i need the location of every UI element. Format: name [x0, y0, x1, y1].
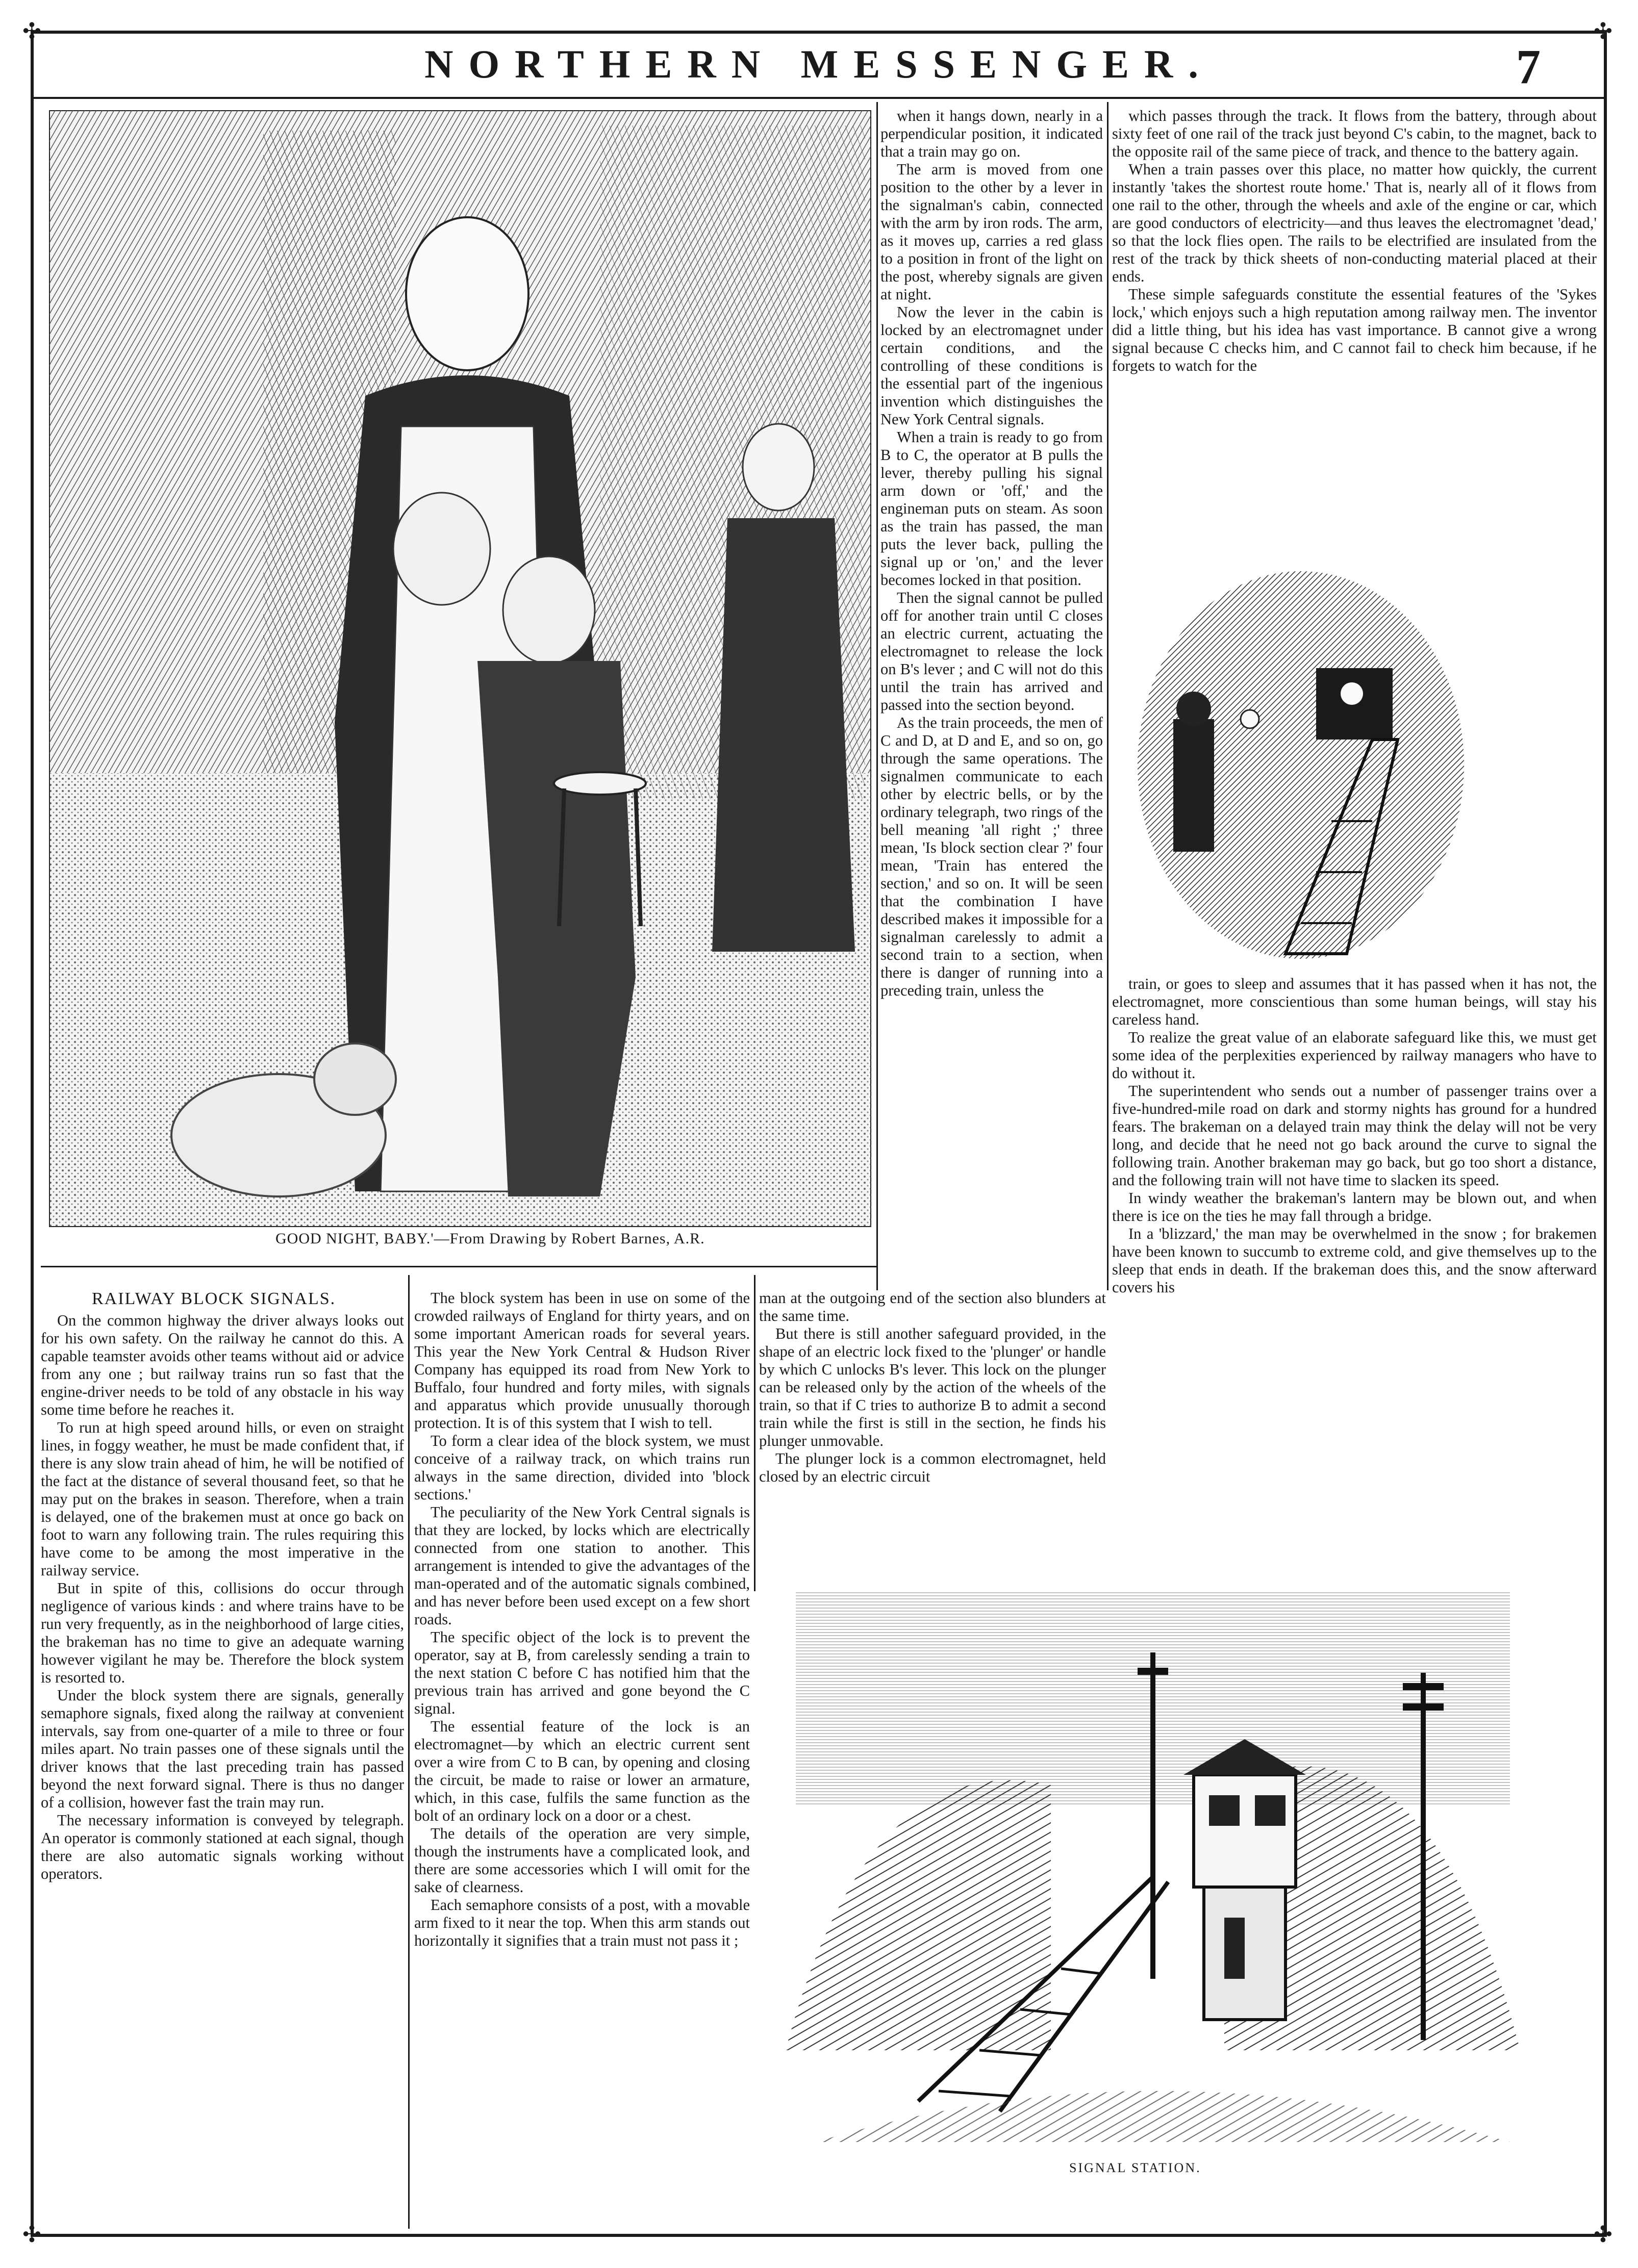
ornament-icon: ✣: [22, 19, 41, 44]
article-column-3-top: [880, 107, 1103, 1271]
ornament-icon: ✣: [1594, 19, 1612, 44]
paragraph: To run at high speed around hills, or even on straight lines, in foggy weather, he must be made confident that, if there is any slow train ahead of him, he will be notified of the fact at the distance of several thousand feet, so that he may put on the brakes in season. Therefore, when a train is delayed, one of the brakemen must at once go back on foot to warn any following train. The rules requiring this have come to be among the most imperative in the railway service.: [41, 1419, 404, 1579]
paragraph: The details of the operation are very simple, though the instruments have a complicated look, and there are some accessories which I will omit for the sake of clearness.: [414, 1825, 750, 1896]
paragraph: The essential feature of the lock is an electromagnet—by which an electric current sent over a wire from C to B can, by opening and closing the circuit, be made to raise or lower an armature, which, in this case, fulfils the same function as the bolt of an ordinary lock on a door or a chest.: [414, 1718, 750, 1824]
paragraph: The superintendent who sends out a number of passenger trains over a five-hundred-mile road on dark and stormy nights has ground for a hundred fears. The brakeman on a delayed train may think the delay will not be very long, and decide that he need not go back around the curve to signal the following train. Another brakeman may go back, but go too short a distance, and the following train will not have time to slacken its speed.: [1112, 1082, 1597, 1189]
paragraph: In a 'blizzard,' the man may be overwhelmed in the snow ; for brakemen have been known to succumb to extreme cold, and give themselves up to the sleep that ends in death. If the brakeman does this, and the snow afterward covers his: [1112, 1225, 1597, 1296]
border-bottom: [31, 2234, 1607, 2237]
brakeman-lantern-illustration: [1132, 566, 1469, 964]
paragraph: As the train proceeds, the men of C and D, at D and E, and so on, go through the same operations. The signalmen communicate to each other by electric bells, or by the ordinary telegraph, two rings of the bell meaning 'all right ;' three mean, 'Is block section clear ?' four mean, 'Train has entered the section,' and so on. It will be seen that the combination I have described makes it impossible for a signalman carelessly to admit a second train to a section, when there is danger of running into a preceding train, unless the: [880, 714, 1103, 999]
illustration-caption: SIGNAL STATION.: [1069, 2160, 1201, 2175]
paragraph: The necessary information is conveyed by telegraph. An operator is commonly stationed at each signal, though there are also automatic signals working without operators.: [41, 1812, 404, 1882]
illustration-caption: GOOD NIGHT, BABY.'—From Drawing by Robert Barnes, A.R.: [275, 1230, 705, 1247]
paragraph: Each semaphore consists of a post, with a movable arm fixed to it near the top. When this arm stands out horizontally it signifies that a train must not pass it ;: [414, 1896, 750, 1949]
ornament-icon: ✣: [1594, 2222, 1612, 2247]
paragraph: when it hangs down, nearly in a perpendicular position, it indicated that a train may go on.: [880, 107, 1103, 160]
paragraph: To form a clear idea of the block system, we must conceive of a railway track, on which trains run always in the same direction, divided into 'block sections.': [414, 1432, 750, 1503]
page-number: 7: [1516, 39, 1541, 94]
good-night-baby-illustration: [49, 110, 871, 1227]
column-rule: [876, 102, 878, 1290]
border-right: [1604, 31, 1607, 2237]
paragraph: To realize the great value of an elaborate safeguard like this, we must get some idea of the perplexities experienced by railway managers who have to do without it.: [1112, 1029, 1597, 1082]
article-column-1: [41, 1312, 404, 2225]
paragraph: The block system has been in use on some of the crowded railways of England for thirty years, and on some important American roads for several years. This year the New York Central & Hudson River Company has equipped its road from New York to Buffalo, four hundred and forty miles, with signals and apparatus which provide unusually thorough protection. It is of this system that I wish to tell.: [414, 1289, 750, 1432]
column-rule: [41, 1266, 877, 1267]
column-rule: [1107, 102, 1108, 1290]
article-column-4-top: [1112, 107, 1597, 556]
paragraph: When a train passes over this place, no matter how quickly, the current instantly 'takes the shortest route home.' That is, nearly all of it flows from one rail to the other, through the wheels and axle of the engine or car, which are good conductors of electricity—and thus leaves the electromagnet 'dead,' so that the lock flies open. The rails to be electrified are insulated from the rest of the track by thick sheets of non-conducting material placed at their ends.: [1112, 161, 1597, 285]
article-column-3-bottom: [759, 1289, 1106, 1539]
paragraph: The plunger lock is a common electromagnet, held closed by an electric circuit: [759, 1450, 1106, 1485]
paragraph: man at the outgoing end of the section also blunders at the same time.: [759, 1289, 1106, 1324]
article-title: RAILWAY BLOCK SIGNALS.: [92, 1289, 336, 1308]
paragraph: But there is still another safeguard provided, in the shape of an electric lock fixed to the 'plunger' or handle by which C unlocks B's lever. This lock on the plunger can be released only by the action of the wheels of the train, so that if C tries to authorize B to admit a second train while the first is still in the section, he finds his plunger unmovable.: [759, 1325, 1106, 1449]
paragraph: which passes through the track. It flows from the battery, through about sixty feet of one rail of the track just beyond C's cabin, to the magnet, back to the opposite rail of the same piece of track, and thence to the battery again.: [1112, 107, 1597, 160]
paragraph: Then the signal cannot be pulled off for another train until C closes an electric current, actuating the electromagnet to release the lock on B's lever ; and C will not do this until the train has arrived and passed into the section beyond.: [880, 589, 1103, 713]
paragraph: The arm is moved from one position to the other by a lever in the signalman's cabin, connected with the arm by iron rods. The arm, as it moves up, carries a red glass to a position in front of the light on the post, whereby signals are given at night.: [880, 161, 1103, 303]
column-rule: [754, 1275, 755, 1591]
ornament-icon: ✣: [22, 2222, 41, 2247]
paragraph: On the common highway the driver always looks out for his own safety. On the railway he cannot do this. A capable teamster avoids other teams without aid or advice from any one ; but railway trains run so fast that the engine-driver needs to be told of any obstacle in his way some time before he reaches it.: [41, 1312, 404, 1418]
article-column-2: [414, 1289, 750, 2225]
paragraph: The specific object of the lock is to prevent the operator, say at B, from carelessly sending a train to the next station C before C has notified him that the previous train has arrived and gone beyond the C signal.: [414, 1628, 750, 1717]
border-top-inner: [31, 97, 1607, 99]
paragraph: train, or goes to sleep and assumes that it has passed when it has not, the electromagnet, more conscientious than some human beings, will stay his careless hand.: [1112, 975, 1597, 1028]
masthead-title: NORTHERN MESSENGER.: [424, 42, 1214, 86]
paragraph: When a train is ready to go from B to C, the operator at B pulls the lever, thereby pulling his signal arm down or 'off,' and the engineman puts on steam. As soon as the train has passed, the man puts the lever back, pulling the signal up or 'on,' and the lever becomes locked in that position.: [880, 428, 1103, 589]
paragraph: Under the block system there are signals, generally semaphore signals, fixed along the railway at convenient intervals, say from one-quarter of a mile to three or four miles apart. No train passes one of these signals until the driver knows that the last preceding train has passed beyond the next forward signal. There is thus no danger of a collision, however fast the train may run.: [41, 1687, 404, 1811]
paragraph: In windy weather the brakeman's lantern may be blown out, and when there is ice on the ties he may fall through a bridge.: [1112, 1189, 1597, 1225]
signal-station-illustration: [765, 1591, 1541, 2152]
column-rule: [408, 1275, 410, 2229]
paragraph: Now the lever in the cabin is locked by an electromagnet under certain conditions, and the controlling of these conditions is the essential part of the ingenious invention which distinguishes the New York Central signals.: [880, 303, 1103, 428]
border-left: [31, 31, 34, 2237]
paragraph: These simple safeguards constitute the essential features of the 'Sykes lock,' which enjoys such a high reputation among railway men. The inventor did a little thing, but his idea has vast importance. B cannot give a wrong signal because C checks him, and C cannot fail to check him because, if he forgets to watch for the: [1112, 286, 1597, 374]
paragraph: The peculiarity of the New York Central signals is that they are locked, by locks which are electrically connected from one station to another. This arrangement is intended to give the advantages of the man-operated and of the automatic signals combined, and has never before been used except on a few short roads.: [414, 1503, 750, 1628]
article-column-4-bottom: [1112, 975, 1597, 1511]
paragraph: But in spite of this, collisions do occur through negligence of various kinds : and where trains have to be run very frequently, as in the neighborhood of large cities, the brakeman has no time to give an adequate warning however vigilant he may be. Therefore the block system is resorted to.: [41, 1579, 404, 1686]
